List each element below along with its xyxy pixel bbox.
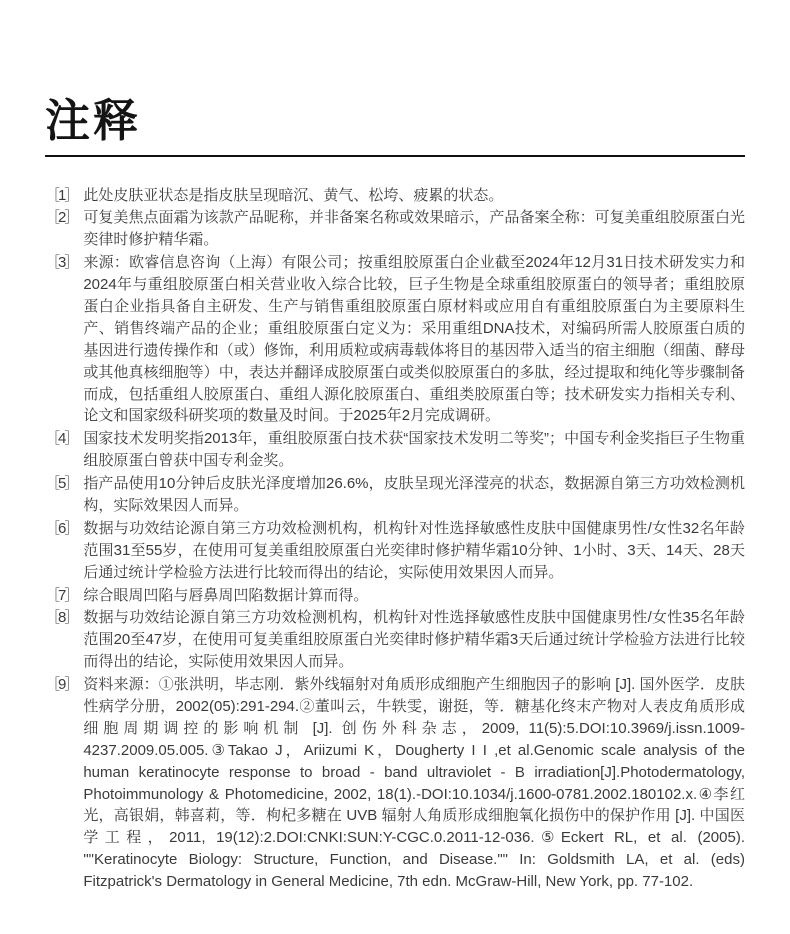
note-item-9 [45,674,745,893]
note-text: 此处皮肤亚状态是指皮肤呈现暗沉、黄气、松垮、疲累的状态。 [83,186,504,204]
note-item-6 [45,518,745,584]
note-label: ［8］ [45,609,78,627]
note-item-5 [45,473,745,517]
note-text: 可复美焦点面霜为该款产品昵称，并非备案名称或效果暗示，产品备案全称：可复美重组胶原蛋白光奕律时修护精华霜。 [83,209,745,249]
note-item-7 [45,585,745,607]
note-label: ［6］ [45,519,78,537]
note-text: 国家技术发明奖指2013年，重组胶原蛋白技术获“国家技术发明二等奖”；中国专利金奖指巨子生物重组胶原蛋白曾获中国专利金奖。 [83,430,745,470]
notes-list [45,185,745,894]
note-label: ［1］ [45,186,78,204]
note-label: ［2］ [45,209,78,227]
note-text: 资料来源：①张洪明，毕志刚．紫外线辐射对角质形成细胞产生细胞因子的影响 [J]. 国外医学．皮肤性病学分册，2002(05):291-294.②董叫云，牛轶雯，谢挺，等．糖基化终末产物对人表皮角质形成细胞周期调控的影响机制 [J]. 创伤外科杂志，2009, 11(5):5.DOI:10.3969/j.issn.1009-4237.2009.05.005.③Takao J，Ariizumi K，Dougherty I I ,et al.Genomic scale analysis of the human keratinocyte response to broad - band ultraviolet - B irradiation[J].Photodermatology, Photoimmunology & Photomedicine, 2002, 18(1).-DOI:10.1034/j.1600-0781.2002.180102.x.④李红光，高银娟，韩喜莉，等．枸杞多糖在 UVB 辐射人角质形成细胞氧化损伤中的保护作用 [J]. 中国医学工程，2011, 19(12):2.DOI:CNKI:SUN:Y-CGC.0.2011-12-036.⑤Eckert RL, et al. (2005). ""Keratinocyte Biology: Structure, Function, and Disease."" In: Goldsmith LA, et al. (eds) Fitzpatrick's Dermatology in General Medicine, 7th edn. McGraw-Hill, New York, pp. 77-102. [83,676,745,891]
note-item-2 [45,207,745,251]
note-label: ［9］ [45,676,78,694]
note-text: 来源：欧睿信息咨询（上海）有限公司；按重组胶原蛋白企业截至2024年12月31日技术研发实力和2024年与重组胶原蛋白相关营业收入综合比较，巨子生物是全球重组胶原蛋白的领导者；重组胶原蛋白企业指具备自主研发、生产与销售重组胶原蛋白原材料或应用自有重组胶原蛋白为主要原料生产、销售终端产品的企业；重组胶原蛋白定义为：采用重组DNA技术，对编码所需人胶原蛋白质的基因进行遗传操作和（或）修饰，利用质粒或病毒载体将目的基因带入适当的宿主细胞（细菌、酵母或其他真核细胞等）中，表达并翻译成胶原蛋白或类似胶原蛋白的多肽，经过提取和纯化等步骤制备而成，包括重组人胶原蛋白、重组人源化胶原蛋白、重组类胶原蛋白等；技术研发实力指相关专利、论文和国家级科研奖项的数量及时间。于2025年2月完成调研。 [83,254,745,425]
note-text: 指产品使用10分钟后皮肤光泽度增加26.6%，皮肤呈现光泽滢亮的状态，数据源自第三方功效检测机构，实际效果因人而异。 [83,475,745,514]
title-divider [45,155,745,157]
note-item-4 [45,428,745,472]
note-item-8 [45,607,745,673]
note-item-3 [45,252,745,427]
page-title: 注释 [45,95,142,146]
note-label: ［5］ [45,475,78,493]
note-item-1 [45,185,745,207]
note-label: ［7］ [45,586,78,604]
note-text: 数据与功效结论源自第三方功效检测机构，机构针对性选择敏感性皮肤中国健康男性/女性35名年龄范围20至47岁，在使用可复美重组胶原蛋白光奕律时修护精华霜3天后通过统计学检验方法进行比较而得出的结论，实际使用效果因人而异。 [83,609,745,671]
note-label: ［3］ [45,254,78,272]
note-label: ［4］ [45,430,78,448]
note-text: 综合眼周凹陷与唇鼻周凹陷数据计算而得。 [83,586,369,604]
note-text: 数据与功效结论源自第三方功效检测机构，机构针对性选择敏感性皮肤中国健康男性/女性32名年龄范围31至55岁，在使用可复美重组胶原蛋白光奕律时修护精华霜10分钟、1小时、3天、14天、28天后通过统计学检验方法进行比较而得出的结论，实际使用效果因人而异。 [83,519,745,581]
